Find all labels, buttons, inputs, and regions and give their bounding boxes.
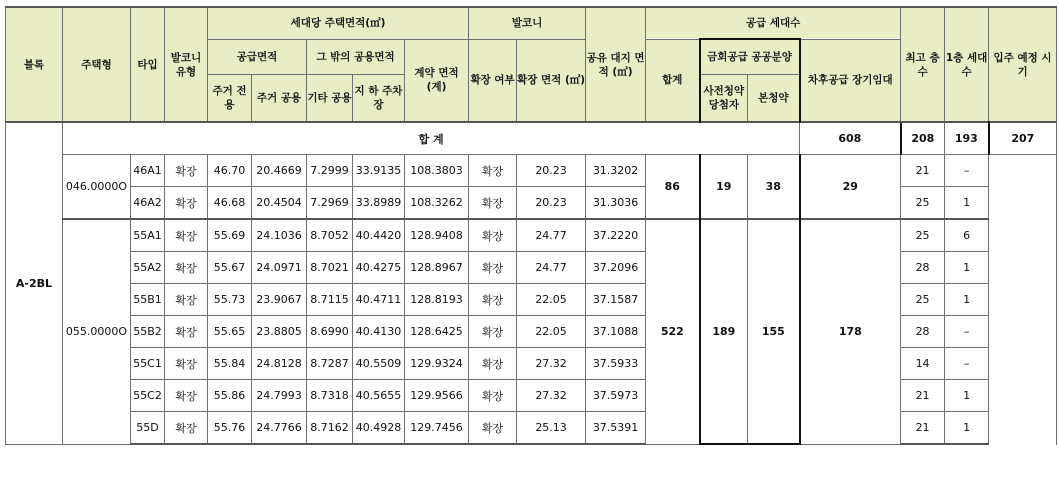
group-total-cell: 86 bbox=[646, 155, 700, 220]
summary-label: 합 계 bbox=[63, 122, 800, 155]
shared-land-cell: 31.3036 bbox=[586, 187, 646, 220]
max-floor-cell: 21 bbox=[901, 412, 945, 445]
other-common-cell: 8.7318 bbox=[307, 380, 353, 412]
first-floor-cell: – bbox=[945, 316, 989, 348]
common-area-cell: 23.8805 bbox=[252, 316, 307, 348]
common-area-cell: 24.8128 bbox=[252, 348, 307, 380]
other-common-cell: 8.7287 bbox=[307, 348, 353, 380]
parking-area-cell: 40.5655 bbox=[353, 380, 405, 412]
summary-total: 608 bbox=[800, 122, 901, 155]
common-area-cell: 20.4669 bbox=[252, 155, 307, 187]
header-other-common: 기타 공용 bbox=[307, 75, 353, 123]
housing-supply-table bbox=[5, 6, 1057, 445]
parking-area-cell: 33.8989 bbox=[353, 187, 405, 220]
header-house-type: 주택형 bbox=[63, 7, 131, 122]
max-floor-cell: 28 bbox=[901, 316, 945, 348]
header-other-common-group: 그 밖의 공용면적 bbox=[307, 39, 405, 75]
expand-cell: 확장 bbox=[469, 187, 517, 220]
expand-area-cell: 25.13 bbox=[517, 412, 586, 445]
other-common-cell: 7.2999 bbox=[307, 155, 353, 187]
private-area-cell: 55.86 bbox=[208, 380, 252, 412]
group-pre-winner-cell: 19 bbox=[700, 155, 748, 220]
contract-area-cell: 128.8967 bbox=[405, 252, 469, 284]
type-cell: 55C1 bbox=[131, 348, 165, 380]
header-underground-parking: 지 하 주차장 bbox=[353, 75, 405, 123]
type-cell: 55C2 bbox=[131, 380, 165, 412]
expand-cell: 확장 bbox=[469, 316, 517, 348]
expand-area-cell: 27.32 bbox=[517, 348, 586, 380]
contract-area-cell: 129.9324 bbox=[405, 348, 469, 380]
shared-land-cell: 37.5973 bbox=[586, 380, 646, 412]
private-area-cell: 55.67 bbox=[208, 252, 252, 284]
expand-cell: 확장 bbox=[469, 284, 517, 316]
header-main-sub: 본청약 bbox=[748, 75, 800, 123]
parking-area-cell: 40.4420 bbox=[353, 219, 405, 252]
contract-area-cell: 128.9408 bbox=[405, 219, 469, 252]
common-area-cell: 24.0971 bbox=[252, 252, 307, 284]
header-balcony: 발코니 bbox=[469, 7, 586, 39]
parking-area-cell: 40.4711 bbox=[353, 284, 405, 316]
type-cell: 55A2 bbox=[131, 252, 165, 284]
summary-pre-winner: 208 bbox=[901, 122, 945, 155]
balcony-type-cell: 확장 bbox=[165, 316, 208, 348]
expand-cell: 확장 bbox=[469, 412, 517, 445]
table-row bbox=[6, 155, 1057, 187]
private-area-cell: 46.68 bbox=[208, 187, 252, 220]
house-type-cell: 055.0000O bbox=[63, 219, 131, 444]
first-floor-cell: 1 bbox=[945, 284, 989, 316]
header-balcony-type: 발코니 유형 bbox=[165, 7, 208, 122]
first-floor-cell: 1 bbox=[945, 187, 989, 220]
house-type-cell: 046.0000O bbox=[63, 155, 131, 220]
shared-land-cell: 37.2096 bbox=[586, 252, 646, 284]
max-floor-cell: 28 bbox=[901, 252, 945, 284]
contract-area-cell: 128.8193 bbox=[405, 284, 469, 316]
other-common-cell: 8.7162 bbox=[307, 412, 353, 445]
shared-land-cell: 37.2220 bbox=[586, 219, 646, 252]
common-area-cell: 23.9067 bbox=[252, 284, 307, 316]
balcony-type-cell: 확장 bbox=[165, 252, 208, 284]
parking-area-cell: 40.4275 bbox=[353, 252, 405, 284]
contract-area-cell: 108.3803 bbox=[405, 155, 469, 187]
header-max-floor: 최고 층수 bbox=[901, 7, 945, 122]
header-total: 합계 bbox=[646, 39, 700, 122]
balcony-type-cell: 확장 bbox=[165, 219, 208, 252]
parking-area-cell: 40.5509 bbox=[353, 348, 405, 380]
expand-cell: 확장 bbox=[469, 348, 517, 380]
max-floor-cell: 25 bbox=[901, 284, 945, 316]
type-cell: 46A2 bbox=[131, 187, 165, 220]
group-main-sub-cell: 38 bbox=[748, 155, 800, 220]
first-floor-cell: – bbox=[945, 155, 989, 187]
header-common: 주거 공용 bbox=[252, 75, 307, 123]
first-floor-cell: – bbox=[945, 348, 989, 380]
type-cell: 55A1 bbox=[131, 219, 165, 252]
other-common-cell: 8.7052 bbox=[307, 219, 353, 252]
summary-later-lease: 207 bbox=[989, 122, 1057, 155]
summary-main-sub: 193 bbox=[945, 122, 989, 155]
private-area-cell: 55.65 bbox=[208, 316, 252, 348]
common-area-cell: 24.7993 bbox=[252, 380, 307, 412]
first-floor-cell: 6 bbox=[945, 219, 989, 252]
shared-land-cell: 37.5391 bbox=[586, 412, 646, 445]
max-floor-cell: 25 bbox=[901, 187, 945, 220]
header-supply-units: 공급 세대수 bbox=[646, 7, 901, 39]
header-shared-land: 공유 대지 면적 (㎡) bbox=[586, 7, 646, 122]
max-floor-cell: 21 bbox=[901, 155, 945, 187]
expand-area-cell: 22.05 bbox=[517, 284, 586, 316]
header-area-per-unit: 세대당 주택면적(㎡) bbox=[208, 7, 469, 39]
expand-cell: 확장 bbox=[469, 219, 517, 252]
expand-cell: 확장 bbox=[469, 155, 517, 187]
header-move-in: 입주 예정 시기 bbox=[989, 7, 1057, 122]
expand-area-cell: 27.32 bbox=[517, 380, 586, 412]
table-row bbox=[6, 219, 1057, 252]
balcony-type-cell: 확장 bbox=[165, 155, 208, 187]
type-cell: 55B2 bbox=[131, 316, 165, 348]
common-area-cell: 20.4504 bbox=[252, 187, 307, 220]
group-main-sub-cell: 155 bbox=[748, 219, 800, 444]
other-common-cell: 8.7021 bbox=[307, 252, 353, 284]
expand-area-cell: 24.77 bbox=[517, 252, 586, 284]
group-total-cell: 522 bbox=[646, 219, 700, 444]
header-private: 주거 전용 bbox=[208, 75, 252, 123]
first-floor-cell: 1 bbox=[945, 380, 989, 412]
balcony-type-cell: 확장 bbox=[165, 412, 208, 445]
max-floor-cell: 14 bbox=[901, 348, 945, 380]
group-later-lease-cell: 29 bbox=[800, 155, 901, 220]
private-area-cell: 55.84 bbox=[208, 348, 252, 380]
contract-area-cell: 108.3262 bbox=[405, 187, 469, 220]
other-common-cell: 8.7115 bbox=[307, 284, 353, 316]
first-floor-cell: 1 bbox=[945, 252, 989, 284]
header-contract-area: 계약 면적 (계) bbox=[405, 39, 469, 122]
type-cell: 46A1 bbox=[131, 155, 165, 187]
common-area-cell: 24.1036 bbox=[252, 219, 307, 252]
other-common-cell: 8.6990 bbox=[307, 316, 353, 348]
header-type: 타입 bbox=[131, 7, 165, 122]
type-cell: 55B1 bbox=[131, 284, 165, 316]
private-area-cell: 55.73 bbox=[208, 284, 252, 316]
private-area-cell: 55.69 bbox=[208, 219, 252, 252]
header-expand: 확장 여부 bbox=[469, 39, 517, 122]
expand-cell: 확장 bbox=[469, 252, 517, 284]
header-expand-area: 확장 면적 (㎡) bbox=[517, 39, 586, 122]
shared-land-cell: 37.1587 bbox=[586, 284, 646, 316]
group-later-lease-cell: 178 bbox=[800, 219, 901, 444]
block-cell: A-2BL bbox=[6, 122, 63, 444]
parking-area-cell: 40.4928 bbox=[353, 412, 405, 445]
shared-land-cell: 31.3202 bbox=[586, 155, 646, 187]
balcony-type-cell: 확장 bbox=[165, 187, 208, 220]
header-supply-area: 공급면적 bbox=[208, 39, 307, 75]
contract-area-cell: 128.6425 bbox=[405, 316, 469, 348]
balcony-type-cell: 확장 bbox=[165, 348, 208, 380]
private-area-cell: 46.70 bbox=[208, 155, 252, 187]
header-block: 블록 bbox=[6, 7, 63, 122]
parking-area-cell: 33.9135 bbox=[353, 155, 405, 187]
summary-row bbox=[6, 122, 1057, 155]
max-floor-cell: 25 bbox=[901, 219, 945, 252]
max-floor-cell: 21 bbox=[901, 380, 945, 412]
expand-area-cell: 20.23 bbox=[517, 187, 586, 220]
private-area-cell: 55.76 bbox=[208, 412, 252, 445]
header-later-lease: 차후공급 장기임대 bbox=[800, 39, 901, 122]
expand-area-cell: 20.23 bbox=[517, 155, 586, 187]
group-pre-winner-cell: 189 bbox=[700, 219, 748, 444]
header-first-floor: 1층 세대수 bbox=[945, 7, 989, 122]
expand-area-cell: 22.05 bbox=[517, 316, 586, 348]
contract-area-cell: 129.9566 bbox=[405, 380, 469, 412]
shared-land-cell: 37.5933 bbox=[586, 348, 646, 380]
expand-area-cell: 24.77 bbox=[517, 219, 586, 252]
first-floor-cell: 1 bbox=[945, 412, 989, 445]
parking-area-cell: 40.4130 bbox=[353, 316, 405, 348]
expand-cell: 확장 bbox=[469, 380, 517, 412]
balcony-type-cell: 확장 bbox=[165, 380, 208, 412]
type-cell: 55D bbox=[131, 412, 165, 445]
header-this-supply: 금회공급 공공분양 bbox=[700, 39, 800, 75]
balcony-type-cell: 확장 bbox=[165, 284, 208, 316]
header-pre-winner: 사전청약 당첨자 bbox=[700, 75, 748, 123]
common-area-cell: 24.7766 bbox=[252, 412, 307, 445]
shared-land-cell: 37.1088 bbox=[586, 316, 646, 348]
other-common-cell: 7.2969 bbox=[307, 187, 353, 220]
contract-area-cell: 129.7456 bbox=[405, 412, 469, 445]
